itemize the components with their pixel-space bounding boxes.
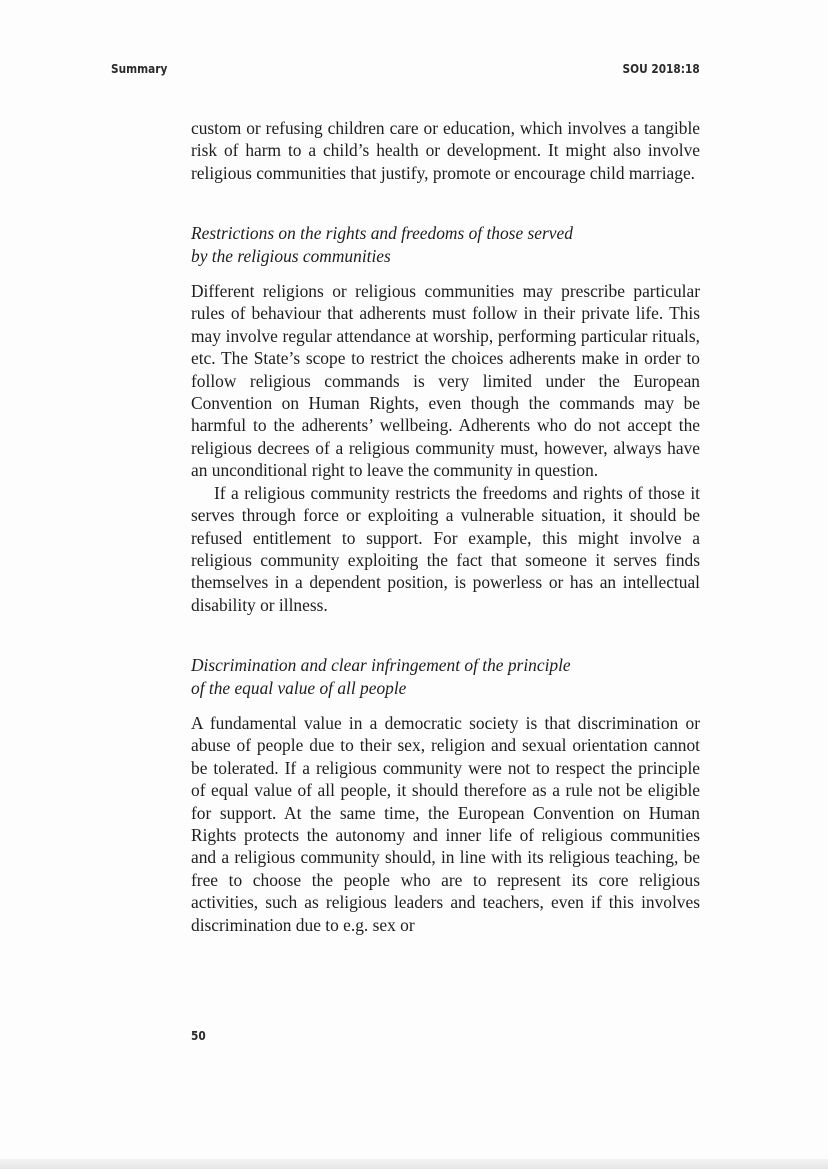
section-heading-discrimination (191, 654, 700, 699)
running-header-section: Summary (111, 62, 168, 76)
paragraph-continued: custom or refusing children care or education, which involves a tangible risk of harm to a child’s health or development. It might also involve religious communities that justify, promote or encourage child marriage. (191, 118, 700, 183)
body-text (191, 117, 700, 936)
section-heading-restrictions (191, 222, 700, 267)
running-header-report-number: SOU 2018:18 (622, 62, 700, 76)
page-bottom-edge (0, 1159, 828, 1169)
paragraph-religious-rules: Different religions or religious communities may prescribe particular rules of behaviour that adherents must follow in their private life. This may involve regular attendance at worship, performing particular rituals, etc. The State’s scope to restrict the choices adherents make in order to follow religious commands is very limited under the European Convention on Human Rights, even though the commands may be harmful to the adherents’ wellbeing. Adherents who do not accept the religious decrees of a religious community must, however, always have an unconditional right to leave the community in question. (191, 281, 700, 481)
heading-line: Discrimination and clear infringement of the principle (191, 655, 571, 676)
heading-line: by the religious communities (191, 245, 391, 266)
heading-line: of the equal value of all people (191, 677, 407, 698)
paragraph-equal-value: A fundamental value in a democratic society is that discrimination or abuse of people due to their sex, religion and sexual orientation cannot be tolerated. If a religious community were not to respect the principle of equal value of all people, it should therefore as a rule not be eligible for support. At the same time, the European Convention on Human Rights protects the autonomy and inner life of religious communities and a religious community should, in line with its religious teaching, be free to choose the people who are to represent its core religious activities, such as religious leaders and teachers, even if this involves discrimination due to e.g. sex or (191, 712, 700, 935)
heading-line: Restrictions on the rights and freedoms of those served (191, 223, 573, 244)
paragraph-refused-support: If a religious community restricts the freedoms and rights of those it serves through force or exploiting a vulnerable situation, it should be refused entitlement to support. For example, this might involve a religious community exploiting the fact that someone it serves finds themselves in a dependent position, is powerless or has an intellectual disability or illness. (191, 482, 700, 615)
page-number: 50 (191, 1029, 206, 1043)
